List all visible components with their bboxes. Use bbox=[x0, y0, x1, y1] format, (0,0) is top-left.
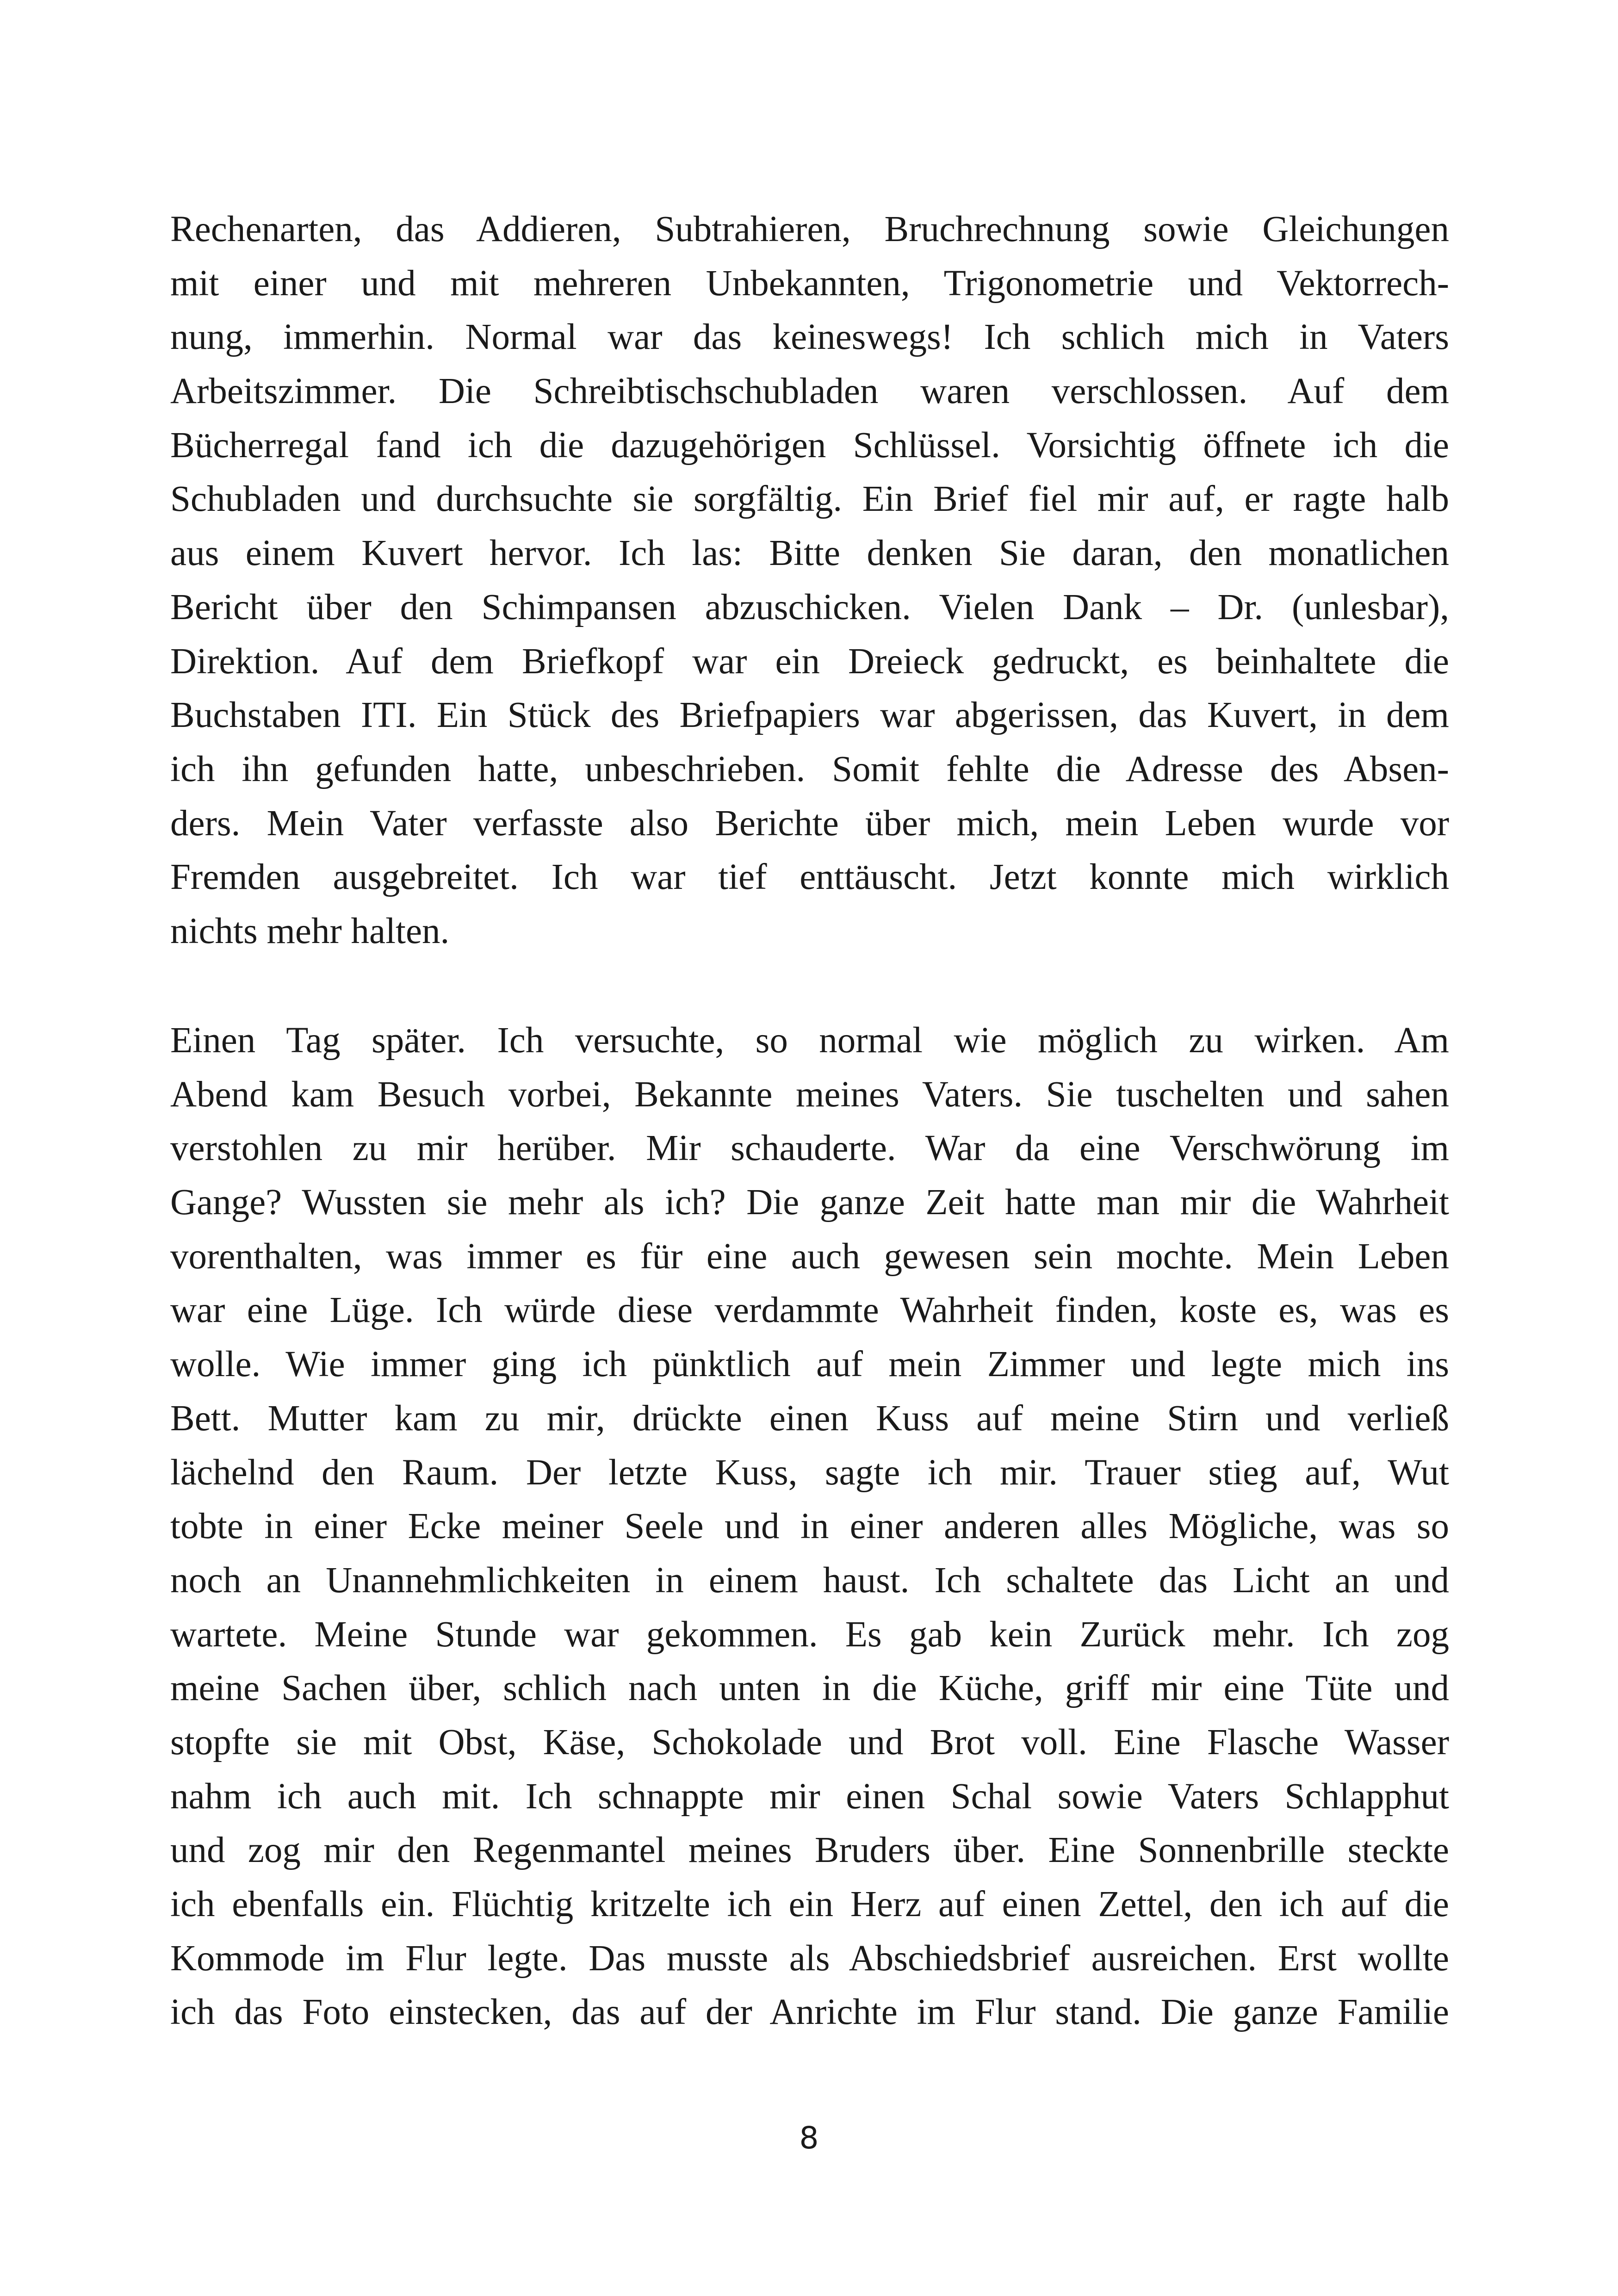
paragraph-1 bbox=[170, 203, 1449, 959]
text-line: tobte in einer Ecke meiner Seele und in einer anderen alles Mögliche, was so bbox=[170, 1506, 1449, 1547]
text-line: Abend kam Besuch vorbei, Bekannte meines Vaters. Sie tuschelten und sahen bbox=[170, 1074, 1449, 1115]
text-line: stopfte sie mit Obst, Käse, Schokolade und Brot voll. Eine Flasche Wasser bbox=[170, 1722, 1449, 1762]
text-line: Buchstaben ITI. Ein Stück des Briefpapiers war abgerissen, das Kuvert, in dem bbox=[170, 695, 1449, 736]
text-line: ich ebenfalls ein. Flüchtig kritzelte ich ein Herz auf einen Zettel, den ich auf die bbox=[170, 1884, 1449, 1924]
text-line: Arbeitszimmer. Die Schreibtischschubladen waren verschlossen. Auf dem bbox=[170, 371, 1449, 412]
text-line: ich das Foto einstecken, das auf der Anrichte im Flur stand. Die ganze Familie bbox=[170, 1992, 1449, 2033]
text-line: nichts mehr halten. bbox=[170, 911, 450, 951]
paragraph-2 bbox=[170, 1014, 1449, 2040]
text-line: Bücherregal fand ich die dazugehörigen Schlüssel. Vorsichtig öffnete ich die bbox=[170, 425, 1449, 465]
text-line: Bericht über den Schimpansen abzuschicken. Vielen Dank – Dr. (unlesbar), bbox=[170, 587, 1449, 627]
text-line: mit einer und mit mehreren Unbekannten, Trigonometrie und Vektorrech- bbox=[170, 263, 1449, 304]
text-line: wolle. Wie immer ging ich pünktlich auf mein Zimmer und legte mich ins bbox=[170, 1344, 1449, 1385]
text-line: Kommode im Flur legte. Das musste als Abschiedsbrief ausreichen. Erst wollte bbox=[170, 1938, 1449, 1979]
text-line: Direktion. Auf dem Briefkopf war ein Dreieck gedruckt, es beinhaltete die bbox=[170, 641, 1449, 682]
text-line: vorenthalten, was immer es für eine auch gewesen sein mochte. Mein Leben bbox=[170, 1236, 1449, 1277]
text-line: aus einem Kuvert hervor. Ich las: Bitte denken Sie daran, den monatlichen bbox=[170, 533, 1449, 574]
text-line: Fremden ausgebreitet. Ich war tief enttäuscht. Jetzt konnte mich wirklich bbox=[170, 857, 1449, 898]
text-line: Einen Tag später. Ich versuchte, so normal wie möglich zu wirken. Am bbox=[170, 1020, 1449, 1061]
text-line: Gange? Wussten sie mehr als ich? Die ganze Zeit hatte man mir die Wahrheit bbox=[170, 1182, 1449, 1223]
text-line: noch an Unannehmlichkeiten in einem haust. Ich schaltete das Licht an und bbox=[170, 1560, 1449, 1601]
text-line: ich ihn gefunden hatte, unbeschrieben. Somit fehlte die Adresse des Absen- bbox=[170, 749, 1449, 789]
text-line: lächelnd den Raum. Der letzte Kuss, sagte ich mir. Trauer stieg auf, Wut bbox=[170, 1452, 1449, 1493]
text-line: ders. Mein Vater verfasste also Berichte über mich, mein Leben wurde vor bbox=[170, 803, 1449, 844]
text-line: verstohlen zu mir herüber. Mir schauderte. War da eine Verschwörung im bbox=[170, 1128, 1449, 1169]
text-line: war eine Lüge. Ich würde diese verdammte Wahrheit finden, koste es, was es bbox=[170, 1290, 1449, 1331]
text-line: Schubladen und durchsuchte sie sorgfältig. Ein Brief fiel mir auf, er ragte halb bbox=[170, 479, 1449, 520]
page-number: 8 bbox=[799, 2120, 819, 2156]
text-line: meine Sachen über, schlich nach unten in die Küche, griff mir eine Tüte und bbox=[170, 1668, 1449, 1709]
text-line: und zog mir den Regenmantel meines Bruders über. Eine Sonnenbrille steckte bbox=[170, 1830, 1449, 1871]
text-line: nung, immerhin. Normal war das keineswegs! Ich schlich mich in Vaters bbox=[170, 317, 1449, 358]
text-line: Rechenarten, das Addieren, Subtrahieren, Bruchrechnung sowie Gleichungen bbox=[170, 209, 1449, 249]
text-line: nahm ich auch mit. Ich schnappte mir einen Schal sowie Vaters Schlapphut bbox=[170, 1776, 1449, 1817]
text-line: Bett. Mutter kam zu mir, drückte einen Kuss auf meine Stirn und verließ bbox=[170, 1398, 1449, 1439]
text-line: wartete. Meine Stunde war gekommen. Es gab kein Zurück mehr. Ich zog bbox=[170, 1614, 1449, 1655]
